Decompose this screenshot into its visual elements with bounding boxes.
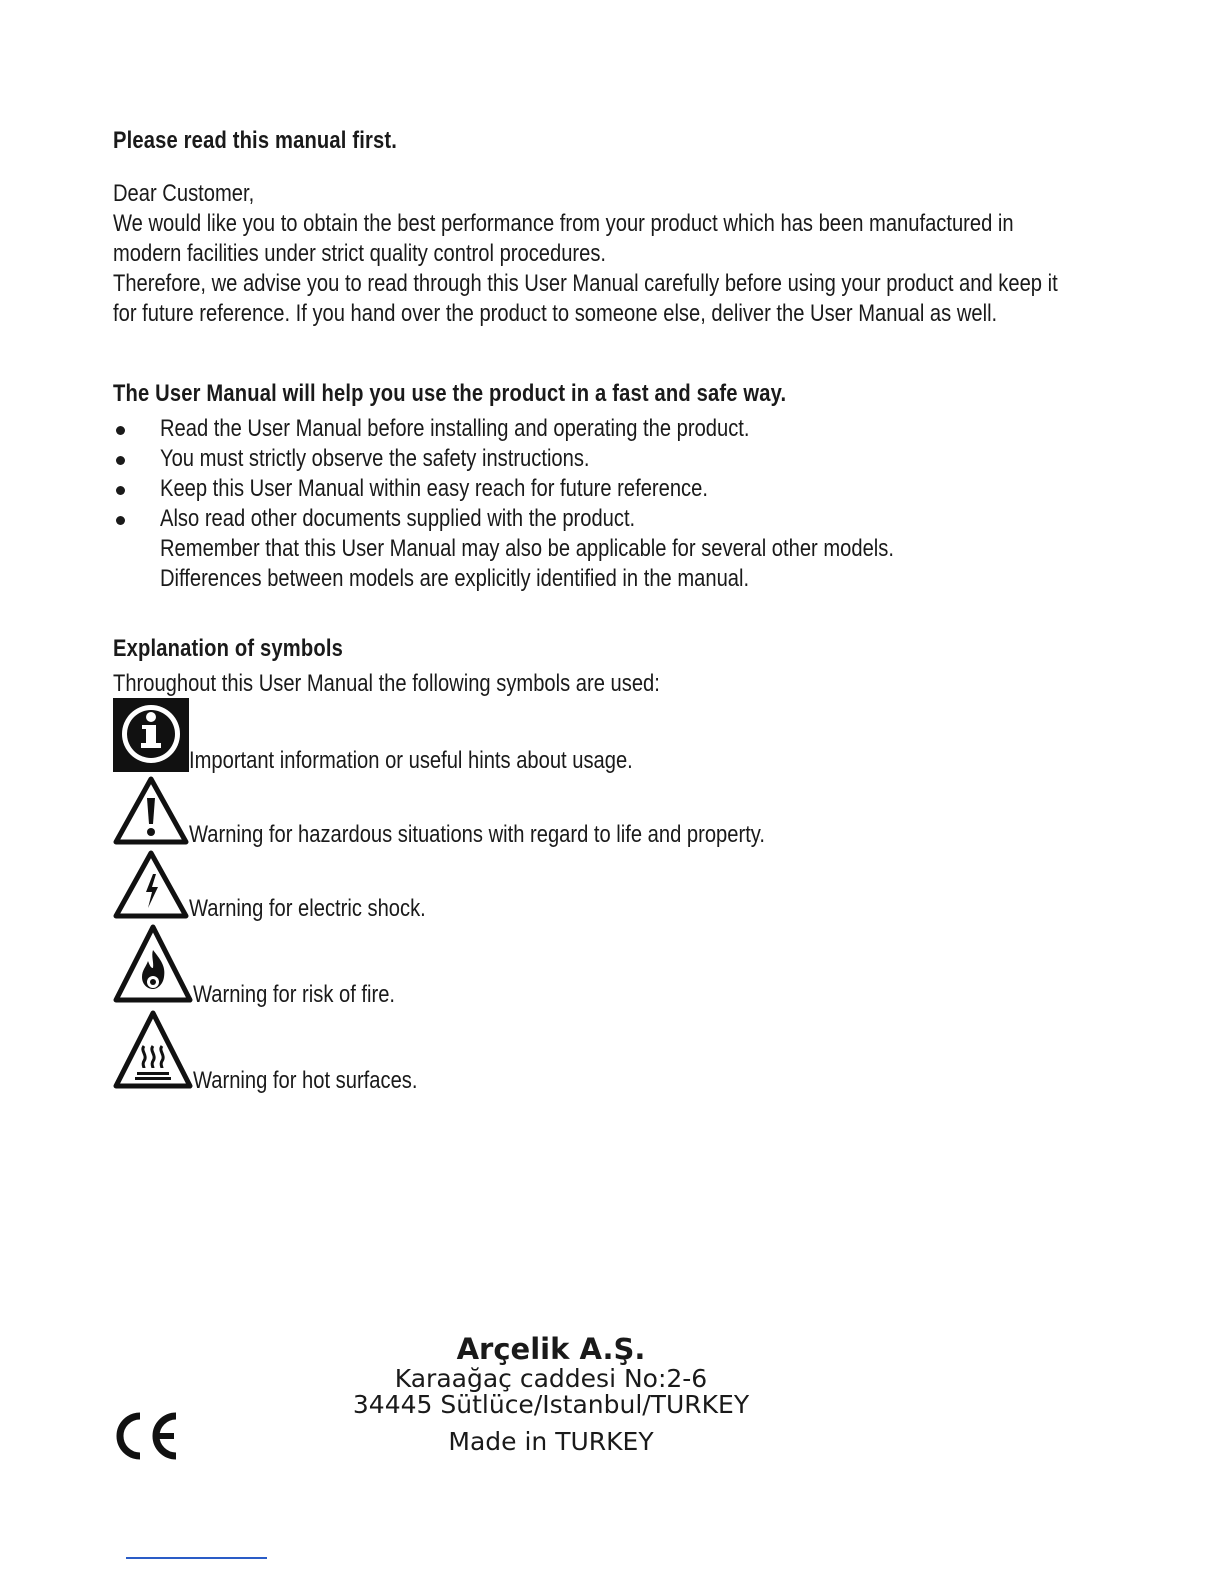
bullet-item: You must strictly observe the safety instructions. [160, 445, 590, 472]
info-icon [113, 698, 189, 777]
usage-note: Differences between models are explicitly identified in the manual. [160, 565, 750, 592]
made-in: Made in TURKEY [448, 1427, 654, 1456]
bullet-item: Keep this User Manual within easy reach for future reference. [160, 475, 708, 502]
bullet-icon [116, 426, 125, 435]
symbol-label: Warning for hazardous situations with regard to life and property. [189, 821, 765, 848]
intro-line: We would like you to obtain the best performance from your product which has been manufactured in [113, 210, 1014, 237]
symbol-label: Warning for hot surfaces. [193, 1067, 418, 1094]
intro-line: for future reference. If you hand over the product to someone else, deliver the User Manual as well. [113, 300, 998, 327]
fire-icon [113, 924, 193, 1009]
intro-line: modern facilities under strict quality control procedures. [113, 240, 607, 267]
usage-heading: The User Manual will help you use the product in a fast and safe way. [113, 380, 787, 407]
company-city: 34445 Sütlüce/Istanbul/TURKEY [352, 1390, 750, 1419]
bullet-item: Read the User Manual before installing and operating the product. [160, 415, 750, 442]
symbols-intro: Throughout this User Manual the following symbols are used: [113, 670, 660, 697]
intro-line: Therefore, we advise you to read through this User Manual carefully before using your product and keep it [113, 270, 1058, 297]
bullet-icon [116, 516, 125, 525]
intro-heading: Please read this manual first. [113, 127, 398, 154]
hot-surface-icon [113, 1010, 193, 1095]
warning-icon [113, 776, 189, 851]
company-street: Karaağaç caddesi No:2-6 [394, 1364, 708, 1393]
symbol-label: Warning for electric shock. [189, 895, 426, 922]
symbol-label: Warning for risk of fire. [193, 981, 396, 1008]
electric-shock-icon [113, 850, 189, 925]
bullet-icon [116, 456, 125, 465]
company-name: Arçelik A.Ş. [456, 1332, 646, 1366]
bullet-item: Also read other documents supplied with the product. [160, 505, 636, 532]
usage-note: Remember that this User Manual may also be applicable for several other models. [160, 535, 894, 562]
greeting: Dear Customer, [113, 180, 255, 207]
bullet-icon [116, 486, 125, 495]
symbols-heading: Explanation of symbols [113, 635, 343, 662]
footer-rule [126, 1557, 267, 1559]
ce-mark-icon [112, 1410, 182, 1467]
symbol-label: Important information or useful hints about usage. [189, 747, 633, 774]
